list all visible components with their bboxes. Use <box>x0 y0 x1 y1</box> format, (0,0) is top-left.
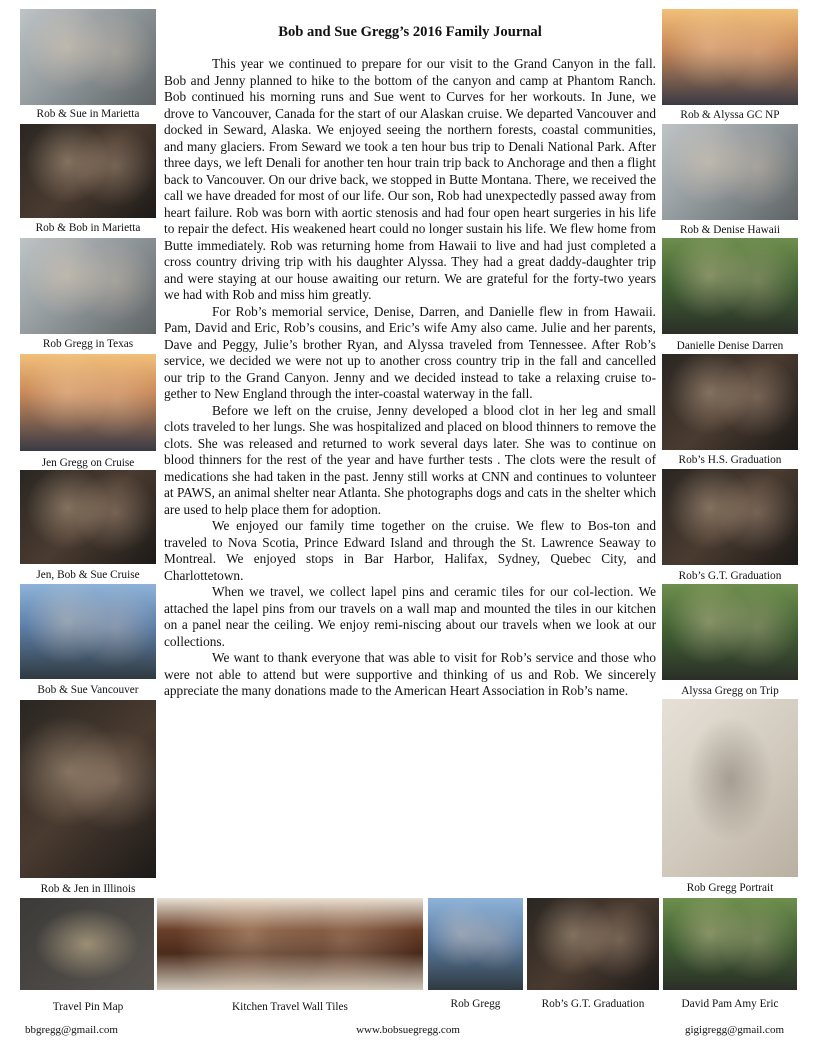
journal-body <box>164 56 656 700</box>
caption-travel-pin-map: Travel Pin Map <box>52 1001 124 1013</box>
caption-rob-gregg-child: Rob Gregg <box>450 998 501 1010</box>
paragraph-alaska-trip: This year we continued to prepare for our visit to the Grand Canyon in the fall. Bob and Jenny planned to hike to the bottom of the canyon and camp at Phantom Ranch. Bob continued his morning runs and Sue went to Curves for her workouts. In June, we drove to Vancouver, Canada for the start of our Alaskan cruise. We departed Vancouver and docked in Seward, Alaska. We enjoyed seeing the northern forests, coastal communities, and many glaciers. From Seward we took a ten hour bus trip to Denali National Park. After three days, we left Denali for another ten hour train trip back to Anchorage and then a flight back to Vancouver. On our drive back, we stopped in Butte Montana. There, we received the call we have dreaded for most of our life. Our son, Rob had unexpectedly passed away from heart failure. Rob was born with aortic stenosis and had four open heart surgeries in his life to repair the defect. His weakened heart could no longer sustain his life. We flew home from Butte immediately. Rob was returning home from Hawaii to live and had just completed a cross country driving trip with his daughter Alyssa. They had a great daddy-daughter trip and were staying at our house awaiting our return. We are grateful for the forty-two years we had with Rob and miss him greatly. <box>164 56 656 302</box>
caption-jen-cruise: Jen Gregg on Cruise <box>41 457 135 469</box>
caption-rob-denise-hawaii: Rob & Denise Hawaii <box>679 224 781 236</box>
caption-kitchen-wall-tiles: Kitchen Travel Wall Tiles <box>232 1001 348 1013</box>
caption-rob-bob-marietta: Rob & Bob in Marietta <box>35 222 141 234</box>
photo-rob-bob-marietta <box>20 124 156 218</box>
photo-rob-denise-hawaii <box>662 124 798 220</box>
photo-danielle-denise-darren <box>662 238 798 334</box>
photo-travel-pin-map <box>20 898 154 990</box>
photo-bob-sue-vancouver <box>20 584 156 679</box>
footer-website: www.bobsuegregg.com <box>356 1024 460 1036</box>
photo-david-pam-amy-eric <box>663 898 797 990</box>
caption-rob-portrait: Rob Gregg Portrait <box>686 882 774 894</box>
photo-rob-gt-graduation <box>662 469 798 565</box>
photo-rob-hs-graduation <box>662 354 798 450</box>
paragraph-memorial: For Rob’s memorial service, Denise, Darren, and Danielle flew in from Hawaii. Pam, David and Eric, Rob’s cousins, and Eric’s wife Amy also came. Julie and her parents, Dave and Peggy, Julie’s brother Ryan, and Alyssa traveled from Tennessee. After Rob’s service, we decided we were not up to another cross country trip in the fall and cancelled our trip to the Grand Canyon. Jenny and we decided instead to take a relaxing cruise to-gether to New England through the inter-coastal waterway in the fall. <box>164 303 656 401</box>
caption-rob-sue-marietta: Rob & Sue in Marietta <box>36 108 140 120</box>
caption-danielle-denise-darren: Danielle Denise Darren <box>676 340 784 352</box>
photo-rob-portrait <box>662 699 798 877</box>
caption-rob-gt-graduation-2: Rob’s G.T. Graduation <box>541 998 645 1010</box>
photo-kitchen-wall-tiles <box>157 898 423 990</box>
page-title: Bob and Sue Gregg’s 2016 Family Journal <box>278 24 542 40</box>
photo-rob-gregg-child <box>428 898 523 990</box>
caption-rob-texas: Rob Gregg in Texas <box>42 338 134 350</box>
footer-left-email: bbgregg@gmail.com <box>25 1024 118 1036</box>
photo-jen-bob-sue-cruise <box>20 470 156 564</box>
photo-jen-cruise <box>20 354 156 451</box>
caption-david-pam-amy-eric: David Pam Amy Eric <box>681 998 779 1010</box>
photo-rob-sue-marietta <box>20 9 156 105</box>
footer-right-email: gigigregg@gmail.com <box>684 1024 784 1036</box>
paragraph-blood-clot: Before we left on the cruise, Jenny developed a blood clot in her leg and small clots traveled to her lungs. She was hospitalized and placed on blood thinners to remove the clots. She was released and returned to work several days later. She was to continue on blood thinners for the rest of the year and have further tests . The clots were the result of medications she had taken in the past. Jenny still works at CNN and continues to volunteer at PAWS, an animal shelter near Atlanta. She photographs dogs and cats in the shelter which are used to help place them for adoption. <box>164 402 656 517</box>
photo-alyssa-trip <box>662 584 798 680</box>
photo-rob-texas <box>20 238 156 334</box>
caption-rob-gt-graduation: Rob’s G.T. Graduation <box>678 570 782 582</box>
paragraph-cruise: We enjoyed our family time together on the cruise. We flew to Bos-ton and traveled to Nova Scotia, Prince Edward Island and through the St. Lawrence Seaway to Montreal. We enjoyed stops in Bar Harbor, Halifax, Sydney, Quebec City, and Charlottetown. <box>164 518 656 583</box>
photo-rob-jen-illinois <box>20 700 156 878</box>
photo-rob-gt-graduation-2 <box>527 898 659 990</box>
caption-rob-alyssa-gcnp: Rob & Alyssa GC NP <box>680 109 780 121</box>
paragraph-collections: When we travel, we collect lapel pins and ceramic tiles for our col-lection. We attached the lapel pins from our travels on a wall map and mounted the tiles in our kitchen on a panel near the ceiling. We enjoy remi-niscing about our travels when we look at our collections. <box>164 584 656 649</box>
paragraph-thanks: We want to thank everyone that was able to visit for Rob’s service and those who were not able to attend but were supportive and thinking of us and Rob. We sincerely appreciate the many donations made to the American Heart Association in Rob’s name. <box>164 650 656 698</box>
photo-rob-alyssa-gcnp <box>662 9 798 105</box>
caption-rob-jen-illinois: Rob & Jen in Illinois <box>40 883 136 895</box>
caption-alyssa-trip: Alyssa Gregg on Trip <box>681 685 779 697</box>
caption-bob-sue-vancouver: Bob & Sue Vancouver <box>37 684 139 696</box>
caption-rob-hs-graduation: Rob’s H.S. Graduation <box>678 454 782 466</box>
caption-jen-bob-sue-cruise: Jen, Bob & Sue Cruise <box>36 569 140 581</box>
